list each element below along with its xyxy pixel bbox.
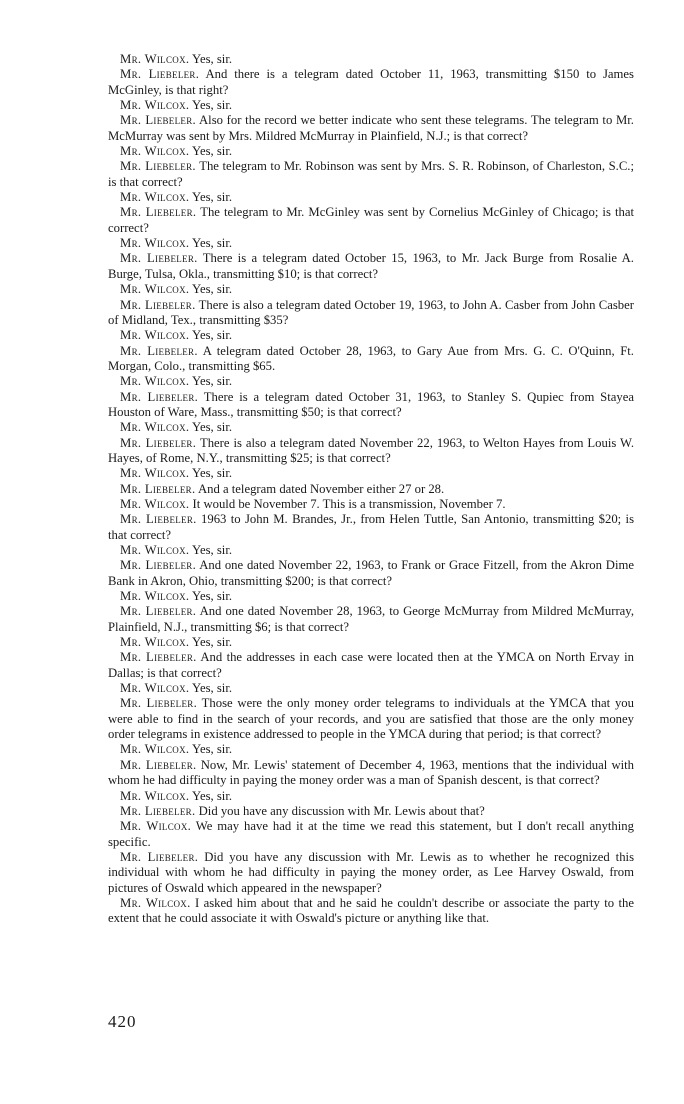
speaker-name: Mr. Liebeler. [120, 849, 199, 864]
speaker-name: Mr. Wilcox. [120, 420, 190, 435]
statement-text: There is also a telegram dated October 19, 1963, to John A. Casber from John Casber of Midland, Tex., transmitting $35? [108, 297, 634, 327]
statement-text: A telegram dated October 28, 1963, to Gary Aue from Mrs. G. C. O'Quinn, Ft. Morgan, Colo., transmitting $65. [108, 343, 634, 373]
speaker-name: Mr. Wilcox. [120, 236, 190, 251]
statement-text: Those were the only money order telegrams to individuals at the YMCA that you were able to find in the search of your records, and you are satisfied that those are the only money order telegrams in existence addressed to people in the YMCA during that period; is that correct? [108, 696, 634, 742]
testimony-paragraph [108, 512, 634, 543]
testimony-paragraph [108, 543, 634, 558]
testimony-paragraph [108, 436, 634, 467]
testimony-paragraph [108, 113, 634, 144]
speaker-name: Mr. Wilcox. [120, 819, 192, 834]
testimony-paragraph [108, 328, 634, 343]
testimony-paragraph [108, 159, 634, 190]
speaker-name: Mr. Liebeler. [120, 67, 200, 82]
statement-text: Yes, sir. [192, 236, 233, 251]
statement-text: Also for the record we better indicate who sent these telegrams. The telegram to Mr. McMurray was sent by Mrs. Mildred McMurray in Plainfield, N.J.; is that correct? [108, 113, 634, 143]
statement-text: Yes, sir. [192, 681, 233, 696]
statement-text: Yes, sir. [192, 589, 233, 604]
testimony-paragraph [108, 819, 634, 850]
testimony-paragraph [108, 604, 634, 635]
testimony-paragraph [108, 589, 634, 604]
testimony-paragraph [108, 804, 634, 819]
testimony-paragraph [108, 144, 634, 159]
testimony-paragraph [108, 650, 634, 681]
page-number: 420 [108, 1012, 137, 1031]
testimony-paragraph [108, 742, 634, 757]
statement-text: Did you have any discussion with Mr. Lewis about that? [198, 803, 485, 818]
statement-text: We may have had it at the time we read this statement, but I don't recall anything specific. [108, 819, 634, 849]
testimony-paragraph [108, 466, 634, 481]
statement-text: Yes, sir. [192, 282, 233, 297]
speaker-name: Mr. Wilcox. [120, 635, 190, 650]
statement-text: And there is a telegram dated October 11, 1963, transmitting $150 to James McGinley, is that right? [108, 67, 634, 97]
speaker-name: Mr. Liebeler. [120, 205, 197, 220]
statement-text: There is a telegram dated October 31, 1963, to Stanley S. Qupiec from Stayea Houston of Ware, Mass., transmitting $50; is that correct? [108, 389, 634, 419]
statement-text: And a telegram dated November either 27 or 28. [197, 481, 445, 496]
testimony-paragraph [108, 558, 634, 589]
speaker-name: Mr. Wilcox. [120, 496, 190, 511]
testimony-paragraph [108, 98, 634, 113]
speaker-name: Mr. Wilcox. [120, 589, 190, 604]
statement-text: I asked him about that and he said he couldn't describe or associate the party to the extent that he could associate it with Oswald's picture or anything like that. [108, 895, 635, 926]
testimony-paragraph [108, 482, 634, 497]
statement-text: There is a telegram dated October 15, 1963, to Mr. Jack Burge from Rosalie A. Burge, Tulsa, Okla., transmitting $10; is that correct? [108, 251, 634, 281]
statement-text: And the addresses in each case were located then at the YMCA on North Ervay in Dallas; is that correct? [108, 650, 634, 680]
testimony-paragraph [108, 190, 634, 205]
testimony-paragraph [108, 52, 634, 67]
testimony-paragraph [108, 282, 634, 297]
testimony-paragraph [108, 850, 634, 896]
speaker-name: Mr. Wilcox. [120, 374, 190, 389]
testimony-paragraph [108, 298, 634, 329]
speaker-name: Mr. Liebeler. [120, 803, 196, 818]
statement-text: Yes, sir. [192, 420, 233, 435]
speaker-name: Mr. Wilcox. [120, 98, 190, 113]
testimony-paragraph [108, 236, 634, 251]
speaker-name: Mr. Wilcox. [120, 328, 190, 343]
statement-text: Now, Mr. Lewis' statement of December 4, 1963, mentions that the individual with whom he had difficulty in paying the money order was a man of Spanish descent, is that correct? [108, 757, 635, 788]
speaker-name: Mr. Wilcox. [120, 466, 190, 481]
speaker-name: Mr. Liebeler. [120, 650, 197, 665]
testimony-paragraph [108, 497, 634, 512]
testimony-paragraph [108, 420, 634, 435]
testimony-paragraph [108, 789, 634, 804]
testimony-paragraph [108, 758, 634, 789]
speaker-name: Mr. Wilcox. [120, 190, 190, 205]
speaker-name: Mr. Liebeler. [120, 696, 198, 711]
speaker-name: Mr. Liebeler. [120, 757, 197, 772]
testimony-text [108, 52, 634, 927]
speaker-name: Mr. Liebeler. [120, 251, 198, 266]
speaker-name: Mr. Liebeler. [120, 113, 196, 128]
statement-text: Yes, sir. [192, 635, 233, 650]
speaker-name: Mr. Wilcox. [120, 681, 190, 696]
statement-text: Yes, sir. [192, 52, 233, 66]
statement-text: 1963 to John M. Brandes, Jr., from Helen Tuttle, San Antonio, transmitting $20; is that correct? [108, 512, 635, 542]
speaker-name: Mr. Wilcox. [120, 144, 190, 159]
testimony-paragraph [108, 374, 634, 389]
speaker-name: Mr. Liebeler. [120, 512, 197, 527]
statement-text: Yes, sir. [192, 328, 233, 343]
testimony-paragraph [108, 696, 634, 742]
speaker-name: Mr. Wilcox. [120, 742, 190, 757]
statement-text: And one dated November 22, 1963, to Frank or Grace Fitzell, from the Akron Dime Bank in Akron, Ohio, transmitting $200; is that correct? [108, 558, 634, 588]
testimony-paragraph [108, 344, 634, 375]
speaker-name: Mr. Liebeler. [120, 343, 198, 358]
speaker-name: Mr. Liebeler. [120, 604, 197, 619]
speaker-name: Mr. Liebeler. [120, 297, 196, 312]
testimony-paragraph [108, 681, 634, 696]
speaker-name: Mr. Wilcox. [120, 282, 190, 297]
statement-text: Yes, sir. [192, 144, 233, 159]
statement-text: The telegram to Mr. Robinson was sent by Mrs. S. R. Robinson, of Charleston, S.C.; is that correct? [108, 159, 634, 189]
testimony-paragraph [108, 67, 634, 98]
speaker-name: Mr. Wilcox. [120, 52, 190, 66]
speaker-name: Mr. Wilcox. [120, 895, 191, 910]
speaker-name: Mr. Liebeler. [120, 159, 196, 174]
statement-text: Yes, sir. [192, 742, 233, 757]
statement-text: Yes, sir. [192, 190, 233, 205]
speaker-name: Mr. Liebeler. [120, 435, 197, 450]
statement-text: There is also a telegram dated November 22, 1963, to Welton Hayes from Louis W. Hayes, of Rome, N.Y., transmitting $25; is that correct? [108, 435, 634, 465]
speaker-name: Mr. Wilcox. [120, 543, 190, 557]
statement-text: Did you have any discussion with Mr. Lewis as to whether he recognized this individual with whom he had difficulty in paying the money order, as Lee Harvey Oswald, from pictures of Oswald which appeared in the newspaper? [108, 849, 635, 895]
speaker-name: Mr. Wilcox. [120, 788, 190, 803]
statement-text: Yes, sir. [192, 788, 233, 803]
testimony-paragraph [108, 635, 634, 650]
statement-text: Yes, sir. [192, 466, 233, 481]
testimony-paragraph [108, 390, 634, 421]
testimony-paragraph [108, 205, 634, 236]
statement-text: And one dated November 28, 1963, to George McMurray from Mildred McMurray, Plainfield, N.J., transmitting $6; is that correct? [108, 604, 634, 634]
statement-text: The telegram to Mr. McGinley was sent by Cornelius McGinley of Chicago; is that correct? [108, 205, 634, 235]
speaker-name: Mr. Liebeler. [120, 481, 196, 496]
statement-text: It would be November 7. This is a transmission, November 7. [192, 496, 506, 511]
statement-text: Yes, sir. [192, 98, 233, 113]
speaker-name: Mr. Liebeler. [120, 389, 199, 404]
testimony-paragraph [108, 896, 634, 927]
speaker-name: Mr. Liebeler. [120, 558, 197, 573]
statement-text: Yes, sir. [192, 374, 233, 389]
statement-text: Yes, sir. [192, 543, 233, 557]
testimony-paragraph [108, 251, 634, 282]
